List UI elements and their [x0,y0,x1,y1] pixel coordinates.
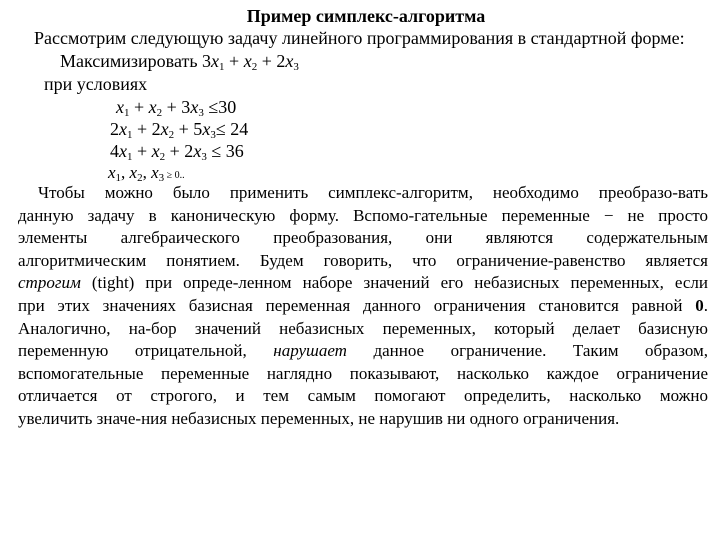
var-x1: x [108,163,116,182]
term-violates: нарушает [273,341,347,361]
line-text: при этих значениях базисная переменная данного ограничения становится равной [18,295,696,315]
paragraph-line: алгоритмическим понятием. Будем говорить, что ограничение-равенство является [18,250,708,270]
sub-3: 3 [198,107,204,119]
conditions-label: при условиях [44,74,148,94]
sub-3: 3 [293,61,299,73]
paragraph-line [18,272,708,295]
sub-1: 1 [219,61,225,73]
intro-text: Рассмотрим следующую задачу линейного программирования в стандартной форме: [34,28,685,48]
coef-1: 4 [110,141,119,161]
var-x1: x [119,141,127,161]
objective-prefix: Максимизировать 3 [60,51,212,71]
line-text: переменную отрицательной, [18,341,274,361]
var-x3: x [202,119,211,139]
var-x2: x [151,141,160,161]
slide-title: Пример симплекс-алгоритма [246,6,486,26]
var-x3: x [285,51,294,71]
sub-3: 3 [201,151,207,163]
var-x2: x [148,97,157,117]
body-paragraph [18,182,708,431]
sub-1: 1 [115,172,122,184]
paragraph-line: элементы алгебраического преобразования, они являются содержательным [18,228,708,248]
relation: ≥ 0.. [164,170,185,181]
var-x1: x [116,97,124,117]
op-1: + [129,97,149,117]
sub-1: 1 [127,129,133,141]
var-x3: x [151,163,159,182]
paragraph-line: увеличить значе-ния небазисных переменных, не нарушив ни одного ограничения. [18,408,620,428]
zero-value: 0 [695,295,704,315]
op-2: + 3 [162,97,191,117]
line-end: . [703,295,708,315]
separator-1: , [121,163,130,182]
paragraph-line: данную задачу в каноническую форму. Вспомо-гательные переменные − не просто [18,205,708,225]
var-x3: x [190,97,199,117]
sub-1: 1 [124,107,130,119]
constraint-1 [116,96,236,118]
objective-function [60,50,299,72]
relation: ≤ 36 [206,141,244,161]
objective-op1: + [224,51,244,71]
var-x1: x [119,119,127,139]
var-x2: x [160,119,169,139]
var-x1: x [211,51,220,71]
var-x3: x [193,141,202,161]
paragraph-line [18,295,708,318]
relation: ≤30 [203,97,237,117]
sub-2: 2 [168,129,175,141]
constraint-2 [110,118,248,140]
sub-2: 2 [137,172,143,184]
sub-2: 2 [251,61,258,73]
sub-3: 3 [158,172,165,184]
line-text: (tight) при опреде-ленном наборе значений его небазисных переменных, если [80,273,708,293]
op-1: + [132,141,152,161]
paragraph-line: отличается от строгого, и тем самым помогают определить, насколько можно [18,386,708,406]
line-text: данное ограничение. Таким образом, [346,341,709,361]
var-x2: x [243,51,252,71]
var-x2: x [129,163,138,182]
term-strict: строгим [18,273,81,293]
paragraph-line: Чтобы можно было применить симплекс-алгоритм, необходимо преобразо-вать [38,183,708,202]
sub-2: 2 [156,107,163,119]
relation: ≤ 24 [215,119,249,139]
paragraph-line: Аналогично, на-бор значений небазисных переменных, который делает базисную [18,318,708,338]
paragraph-line [18,340,708,363]
op-2: + 2 [165,141,194,161]
paragraph-line: вспомогательные переменные наглядно показывают, насколько каждое ограничение [18,363,708,383]
sub-3: 3 [210,129,216,141]
op-1: + 2 [132,119,161,139]
constraint-3 [110,140,244,162]
sub-2: 2 [159,151,166,163]
sub-1: 1 [127,151,133,163]
coef-1: 2 [110,119,119,139]
objective-op2: + 2 [257,51,286,71]
separator-2: , [142,163,152,182]
op-2: + 5 [174,119,203,139]
